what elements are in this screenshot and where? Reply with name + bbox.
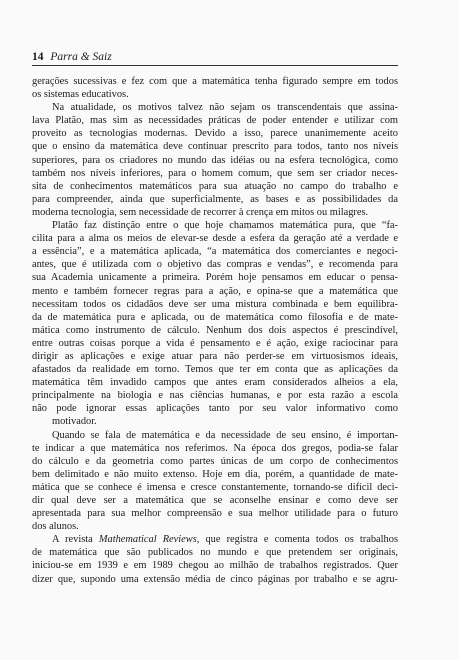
text-line: motivador. — [52, 416, 97, 428]
text-line: principalmente na biologia e nas ciências humanas, e por esta razão a escola — [32, 390, 398, 402]
text-line: sua Academia unicamente a primeira. Porém hoje pensamos em educar o pensa- — [32, 272, 398, 284]
text-line: de matemática que são publicados no mundo e que pretendem ser originais, — [32, 547, 398, 559]
text-line: bem delimitado e não muito extenso. Hoje em dia, porém, a quantidade de mate- — [32, 468, 398, 480]
text-line: iniciou-se em 1939 e em 1989 chegou ao milhão de trabalhos registrados. Quer — [32, 560, 398, 572]
text-line: os sistemas educativos. — [32, 89, 129, 101]
text-line: Na atualidade, os motivos talvez não sejam os transcendentais que assina- — [52, 102, 398, 114]
text-line: para compreender, ainda que superficialmente, as bases e as possibilidades da — [32, 193, 398, 205]
running-title: Parra & Saiz — [50, 51, 112, 63]
text-line: mento e também fornecer regras para a ação, e opina-se que a matemática que — [32, 285, 398, 297]
text-line: antes, que é utilizada com o objetivo das compras e vendas”, e recomenda para — [32, 259, 398, 271]
body-text — [32, 75, 398, 586]
text-line: lava Platão, mas sim as necessidades práticas de poder entender e utilizar com — [32, 115, 398, 127]
text-line: dizer que, supondo uma extensão média de cinco páginas por trabalho e se agru- — [32, 573, 398, 585]
text-line: Quando se fala de matemática e da necessidade de seu ensino, é importan- — [52, 429, 398, 441]
running-header — [32, 50, 394, 64]
text-line: te indicar a que matemática nos referimos. Na época dos gregos, podia-se falar — [32, 442, 398, 454]
text-line: também nos níveis inferiores, para o homem comum, que sem ser criador neces- — [32, 167, 398, 179]
text-line: Platão faz distinção entre o que hoje chamamos matemática pura, que “fa- — [52, 220, 398, 232]
text-line: cilita para a alma os meios de elevar-se desde a esfera da geração até a verdade e — [32, 233, 398, 245]
text-line: mática que se conhece é imensa e cresce constantemente, tornando-se difícil deci- — [32, 481, 398, 493]
text-line: não pode ignorar essas aplicações tanto por seu valor informativo como — [32, 403, 398, 415]
text-line: necessitam todos os cidadãos deve ser uma mistura combinada e bem equilibra- — [32, 298, 398, 310]
text-line: da de matemática pura e aplicada, ou de matemática como filosofia e de mate- — [32, 311, 398, 323]
text-line: que o ensino da matemática deve continuar prescrito para todos, tanto nos níveis — [32, 141, 398, 153]
header-rule — [32, 65, 398, 66]
text-line: entre outras coisas porque a vida é pensamento e é ação, exige raciocinar para — [32, 337, 398, 349]
text-line: apresentada para sua melhor compreensão e sua melhor utilidade para o futuro — [32, 508, 398, 520]
text-line: afastados da realidade em torno. Temos que ter em conta que as aplicações da — [32, 364, 398, 376]
text-line: sita de conhecimentos matemáticos para sua atuação no campo do trabalho e — [32, 180, 398, 192]
text-line: mática como instrumento de cálculo. Nenhum dos dois aspectos é prescindível, — [32, 324, 398, 336]
text-line: dirigir as aplicações e exige atuar para não perder-se em virtuosismos ideais, — [32, 350, 398, 362]
text-line: do cálculo e da geometria como partes únicas de um corpo de conhecimentos — [32, 455, 398, 467]
page-number: 14 — [32, 51, 44, 63]
text-line: matemática têm invadido campos que antes eram considerados alheios a ela, — [32, 377, 398, 389]
text-line: a essência”, e a matemática aplicada, “a matemática dos comerciantes e negoci- — [32, 246, 398, 258]
text-line: proveito as tecnologias modernas. Devido a isso, parece unanimemente aceito — [32, 128, 398, 140]
text-line: superiores, para os criadores no mundo das idéias ou na esfera tecnológica, como — [32, 154, 398, 166]
text-line: A revista Mathematical Reviews, que registra e comenta todos os trabalhos — [52, 534, 398, 546]
text-line: dos alunos. — [32, 521, 79, 533]
text-line: moderna tecnologia, sem necessidade de recorrer à crença em mitos ou milagres. — [32, 206, 369, 218]
text-line: dir qual deve ser a matemática que se aconselhe ensinar e como deve ser — [32, 495, 398, 506]
text-line: gerações sucessivas e fez com que a matemática tenha figurado sempre em todos — [32, 76, 398, 87]
